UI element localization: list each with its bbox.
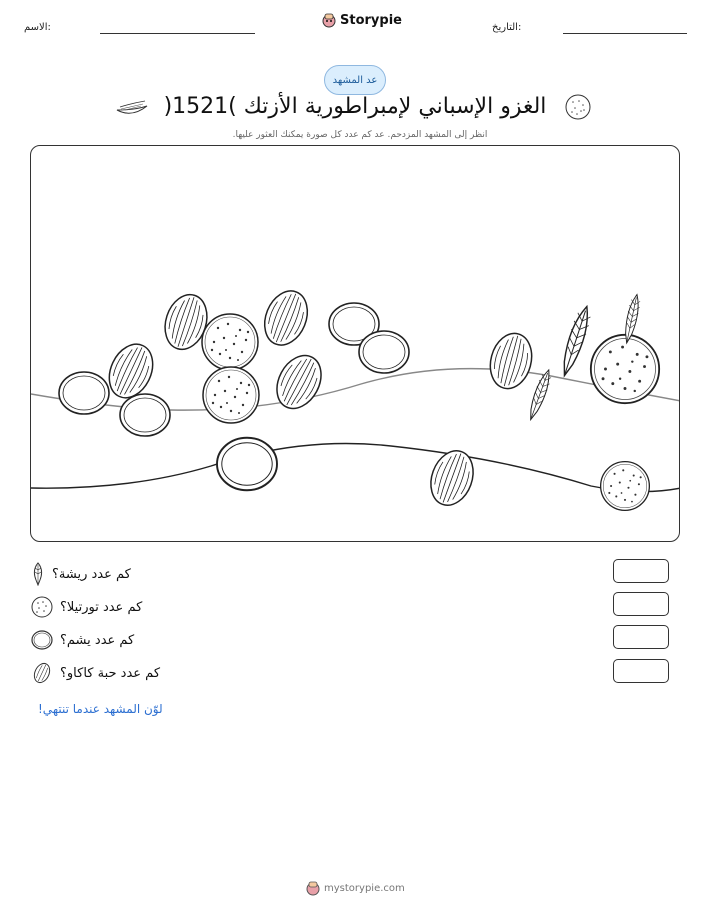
feather-icon [30, 562, 46, 586]
answer-box-jade[interactable] [613, 625, 669, 649]
jade-stone [59, 372, 109, 414]
tortilla-title-icon [564, 93, 592, 121]
name-label: الاسم: [24, 22, 51, 33]
scene-drawing [31, 146, 680, 542]
question-text: كم عدد حبة كاكاو؟ [60, 665, 161, 681]
question-text: كم عدد ريشة؟ [52, 566, 131, 582]
cacao-bean [424, 445, 481, 511]
counting-scene [30, 145, 680, 542]
brand-name: Storypie [340, 12, 402, 28]
tortilla-icon [30, 595, 54, 619]
jade-stone [359, 331, 409, 373]
answer-box-tortilla[interactable] [613, 592, 669, 616]
question-tortilla [30, 595, 180, 619]
jade-stone [120, 394, 170, 436]
color-instruction: لوّن المشهد عندما تنتهي! [38, 702, 163, 716]
question-text: كم عدد تورتيلا؟ [60, 599, 143, 615]
question-jade [30, 628, 180, 652]
answer-box-feather[interactable] [613, 559, 669, 583]
cacao-bean-icon [30, 661, 54, 685]
date-label: التاريخ: [492, 22, 522, 33]
page-title: الغزو الإسباني لإمبراطورية الأزتك )1521( [163, 94, 547, 119]
brand-logo [322, 12, 402, 28]
scene-count-badge: عد المشهد [324, 65, 386, 95]
answer-box-cacao[interactable] [613, 659, 669, 683]
mascot-icon [322, 12, 336, 28]
feather [557, 304, 594, 378]
instructions-text: انظر إلى المشهد المزدحم. عد كم عدد كل صورة يمكنك العثور عليها. [232, 130, 488, 140]
footer-site: mystorypie.com [324, 882, 405, 894]
name-line[interactable] [100, 33, 255, 34]
jade-stone [217, 438, 277, 491]
question-feather [30, 562, 180, 586]
tortilla [202, 314, 258, 370]
tortilla [203, 367, 259, 423]
tortilla [591, 335, 659, 403]
question-text: كم عدد يشم؟ [60, 632, 135, 648]
question-cacao [30, 661, 180, 685]
cacao-bean [484, 329, 537, 393]
canoe-icon [115, 98, 149, 120]
footer [306, 880, 405, 896]
tortilla [601, 462, 650, 511]
date-line[interactable] [563, 33, 687, 34]
cacao-bean [257, 285, 315, 352]
cacao-bean [268, 348, 330, 416]
mascot-icon [306, 880, 320, 896]
jade-icon [30, 628, 54, 652]
